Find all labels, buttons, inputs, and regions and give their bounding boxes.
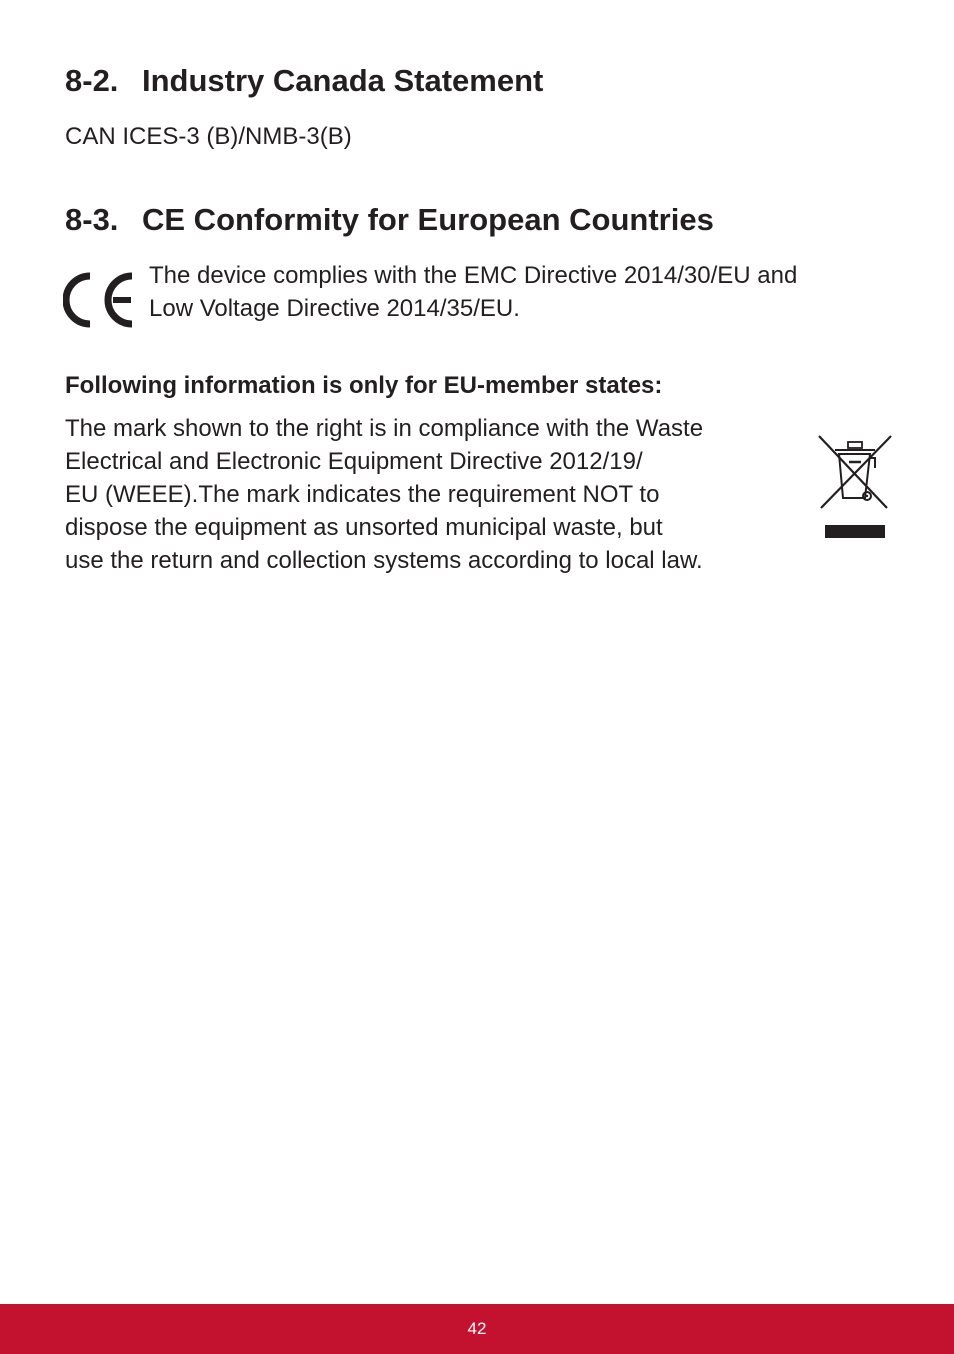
ce-mark-icon [63,272,137,328]
weee-text-line: use the return and collection systems according to local law. [65,547,703,574]
section-title: CE Conformity for European Countries [142,202,714,237]
weee-crossed-bin-icon [815,432,895,542]
weee-text-line: Electrical and Electronic Equipment Directive 2012/19/ [65,448,643,475]
section-title: Industry Canada Statement [142,63,544,98]
section-number: 8-2. [65,63,119,98]
weee-text [65,412,810,577]
page-footer [0,1304,954,1354]
eu-info-heading: Following information is only for EU-member states: [65,372,663,399]
weee-text-line: dispose the equipment as unsorted municipal waste, but [65,514,663,541]
page-number: 42 [467,1319,487,1338]
section-heading-ce-conformity [65,202,714,238]
ce-text-line: The device complies with the EMC Directive 2014/30/EU and [149,262,798,289]
section-heading-industry-canada [65,63,543,99]
ce-conformity-text [149,259,909,325]
weee-text-line: EU (WEEE).The mark indicates the requirement NOT to [65,481,660,508]
weee-text-line: The mark shown to the right is in compliance with the Waste [65,415,704,442]
industry-canada-text: CAN ICES-3 (B)/NMB-3(B) [65,123,352,150]
section-number: 8-3. [65,202,119,237]
ce-text-line: Low Voltage Directive 2014/35/EU. [149,295,520,322]
